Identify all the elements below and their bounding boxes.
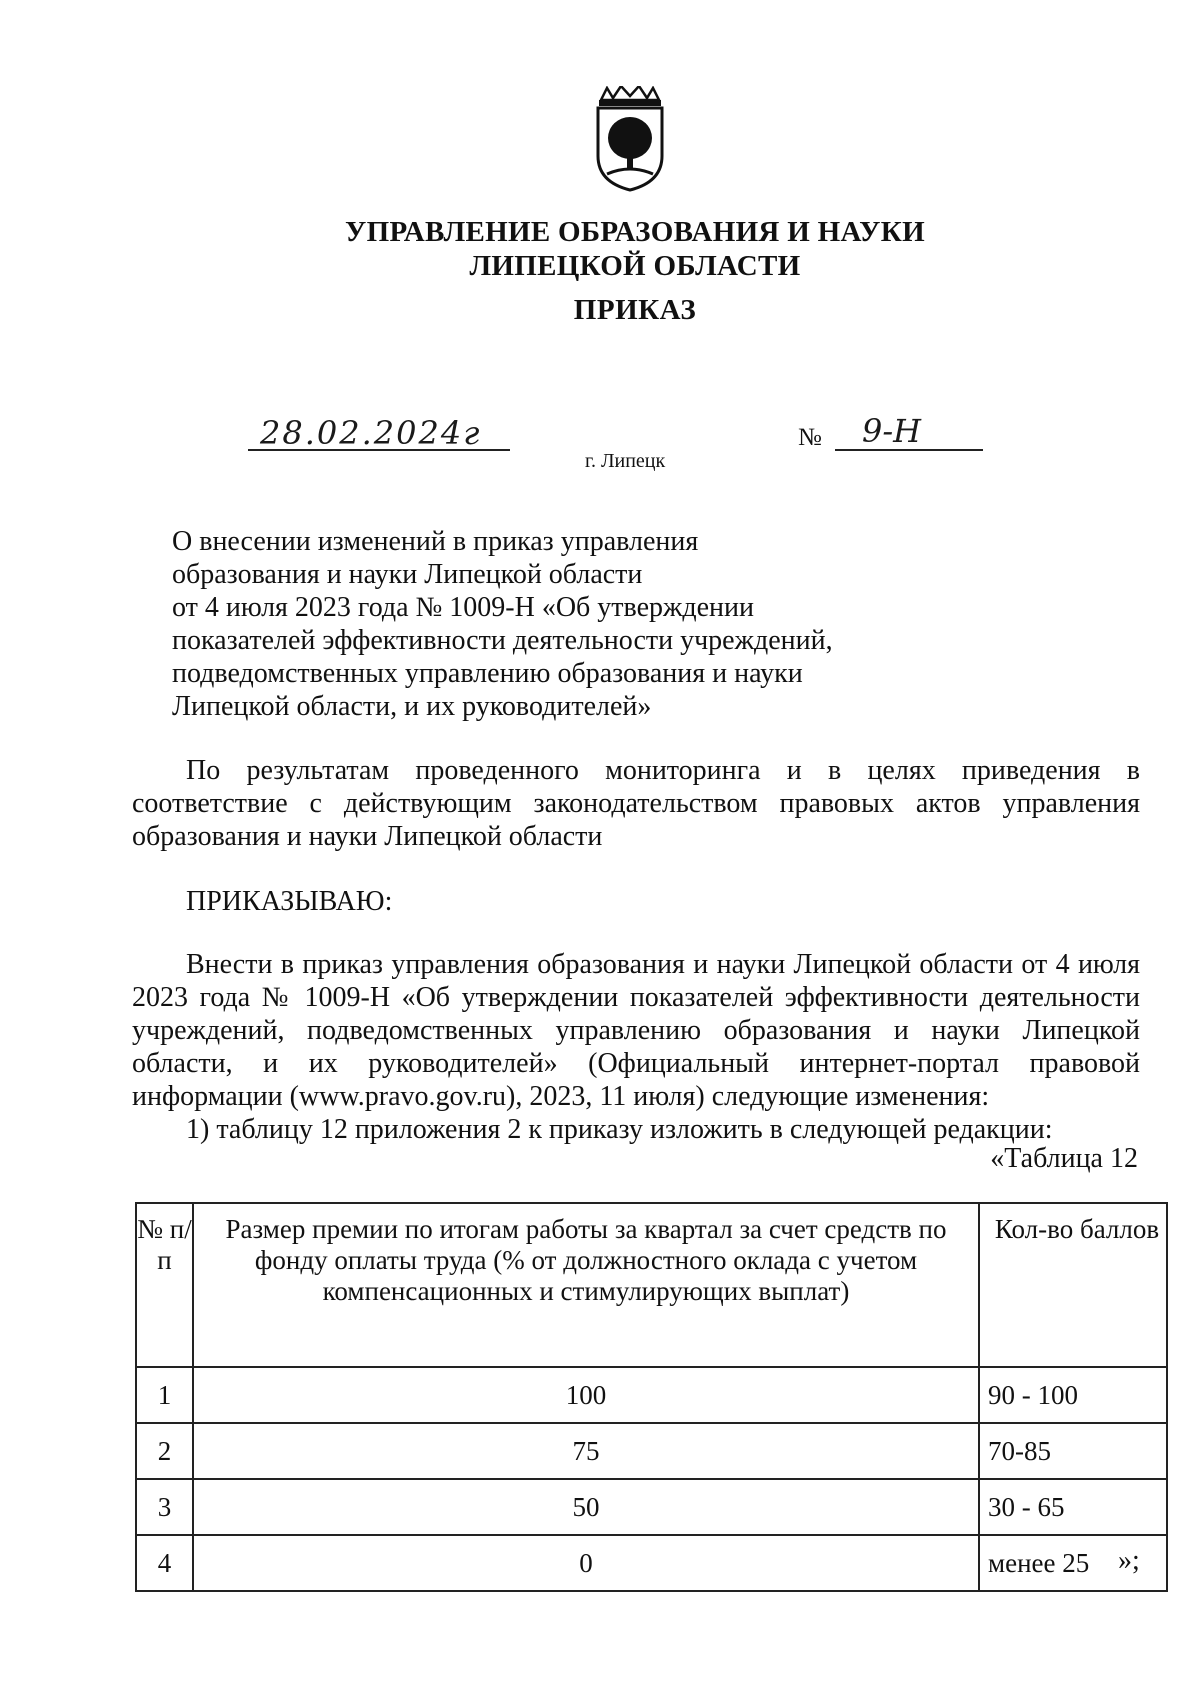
table-row [136, 1535, 1167, 1591]
subject-line: подведомственных управлению образования и науки [172, 658, 803, 689]
cell-points: 90 - 100 [979, 1367, 1167, 1423]
cell-points: 70-85 [979, 1423, 1167, 1479]
order-keyword: ПРИКАЗЫВАЮ: [186, 886, 393, 917]
coat-of-arms-icon [593, 86, 667, 192]
body-item-1: 1) таблицу 12 приложения 2 к приказу изложить в следующей редакции: [186, 1114, 1053, 1145]
city: г. Липецк [585, 450, 666, 472]
cell-bonus: 0 [193, 1535, 979, 1591]
cell-bonus: 50 [193, 1479, 979, 1535]
org-name-line-2: ЛИПЕЦКОЙ ОБЛАСТИ [469, 250, 801, 282]
cell-number: 4 [136, 1535, 193, 1591]
cell-points: 30 - 65 [979, 1479, 1167, 1535]
document-type: ПРИКАЗ [573, 294, 697, 326]
table-header-row [136, 1203, 1167, 1367]
cell-number: 3 [136, 1479, 193, 1535]
body-paragraph [132, 948, 1140, 1146]
closing-quote: »; [1118, 1545, 1140, 1576]
header-points: Кол-во баллов [979, 1203, 1167, 1367]
cell-bonus: 75 [193, 1423, 979, 1479]
org-name-line-1: УПРАВЛЕНИЕ ОБРАЗОВАНИЯ И НАУКИ [345, 216, 925, 248]
subject-block [172, 525, 833, 723]
subject-line: образования и науки Липецкой области [172, 559, 643, 590]
table-row [136, 1479, 1167, 1535]
preamble-text: По результатам проведенного мониторинга и в целях приведения в соответствие с действующим законодательством правовых актов управления образования и науки Липецкой области [132, 755, 1140, 852]
subject-line: показателей эффективности деятельности учреждений, [172, 625, 833, 656]
cell-bonus: 100 [193, 1367, 979, 1423]
subject-line: от 4 июля 2023 года № 1009-Н «Об утверждении [172, 592, 754, 623]
header-bonus: Размер премии по итогам работы за квартал за счет средств по фонду оплаты труда (% от должностного оклада с учетом компенсационных и стимулирующих выплат) [193, 1203, 979, 1367]
handwritten-date: 28.02.2024г [260, 414, 482, 452]
table-row [136, 1423, 1167, 1479]
number-underline [835, 449, 983, 451]
cell-points: менее 25 [979, 1535, 1167, 1591]
bonus-table [135, 1202, 1168, 1592]
table-row [136, 1367, 1167, 1423]
header-number: № п/п [136, 1203, 193, 1367]
table-caption: «Таблица 12 [990, 1143, 1138, 1174]
body-intro: Внести в приказ управления образования и науки Липецкой области от 4 июля 2023 года № 1009-Н «Об утверждении показателей эффективности деятельности учреждений, подведомственных управлению образования и науки Липецкой области, и их руководителей» (Официальный интернет-портал правовой информации (www.pravo.gov.ru), 2023, 11 июля) следующие изменения: [132, 949, 1140, 1112]
preamble-paragraph [132, 754, 1140, 853]
handwritten-number: 9-Н [862, 412, 922, 450]
number-label: № [798, 424, 822, 451]
date-underline [248, 449, 510, 451]
cell-number: 1 [136, 1367, 193, 1423]
subject-line: Липецкой области, и их руководителей» [172, 691, 652, 722]
subject-line: О внесении изменений в приказ управления [172, 526, 699, 557]
cell-number: 2 [136, 1423, 193, 1479]
